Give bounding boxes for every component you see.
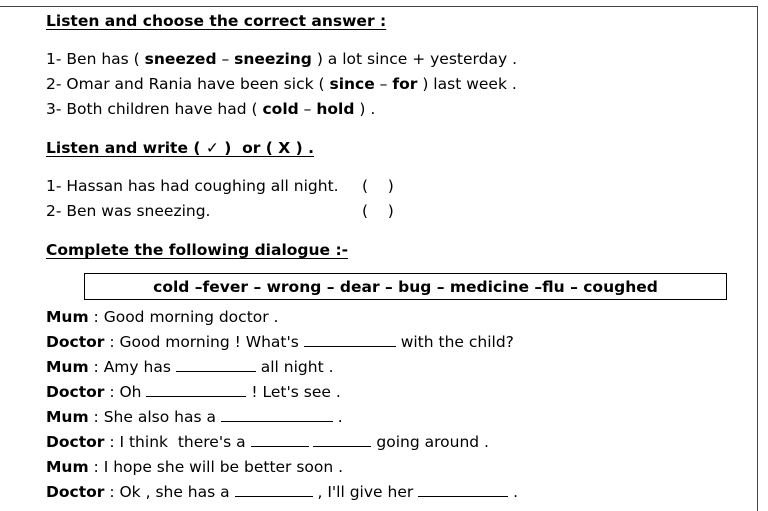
dialogue-line-4 [46,382,341,402]
question-text-end: ) a lot since + yesterday . [311,50,517,68]
option-1: cold [262,100,299,118]
dialogue-line-6 [46,432,489,452]
dialogue-text: : Good morning doctor . [88,308,279,326]
tick-question-2 [46,201,394,221]
option-separator: – [298,100,317,118]
dialogue-text: going around . [371,433,489,451]
dialogue-line-1 [46,307,278,327]
option-1: sneezed [144,50,217,68]
answer-blank[interactable] [304,332,396,347]
speaker: Mum [46,458,89,476]
option-2: sneezing [234,50,312,68]
dialogue-line-2 [46,332,514,352]
dialogue-text: . [508,483,519,501]
speaker: Mum [46,358,89,376]
speaker: Doctor [46,483,105,501]
option-2: hold [316,100,355,118]
dialogue-text: . [332,408,343,426]
answer-box[interactable]: ( ) [362,202,394,220]
dialogue-text: : Amy has [88,358,176,376]
dialogue-text: : Good morning ! What's [104,333,304,351]
dialogue-line-7 [46,457,343,477]
question-text: Both children have had ( [61,100,263,118]
speaker: Doctor [46,333,105,351]
question-number: 3- [46,100,62,118]
choice-question-1 [46,49,517,69]
question-number: 2- [46,75,62,93]
question-text: Ben has ( [61,50,145,68]
dialogue-text: : I think there's a [104,433,251,451]
dialogue-text: : Oh [104,383,147,401]
speaker: Mum [46,308,89,326]
speaker: Doctor [46,433,105,451]
dialogue-text: ! Let's see . [246,383,341,401]
page-border-top [0,6,758,7]
dialogue-text: , I'll give her [312,483,419,501]
answer-blank[interactable] [176,357,256,372]
tick-question-text: 1- Hassan has had coughing all night. [46,177,339,195]
tick-question-text: 2- Ben was sneezing. [46,202,211,220]
choice-question-3 [46,99,375,119]
choice-question-2 [46,74,517,94]
question-number: 1- [46,50,62,68]
dialogue-text: : Ok , she has a [104,483,235,501]
option-separator: – [216,50,235,68]
option-2: for [392,75,418,93]
dialogue-text: : I hope she will be better soon . [88,458,344,476]
tick-question-1 [46,176,394,196]
option-1: since [329,75,375,93]
dialogue-text: with the child? [395,333,514,351]
answer-blank[interactable] [146,382,246,397]
answer-blank[interactable] [221,407,333,422]
question-text: Omar and Rania have been sick ( [61,75,330,93]
dialogue-line-5 [46,407,343,427]
answer-box[interactable]: ( ) [362,177,394,195]
section3-heading: Complete the following dialogue :- [46,241,349,259]
word-bank: cold –fever – wrong – dear – bug – medicine –flu – coughed [84,273,727,300]
speaker: Doctor [46,383,105,401]
answer-blank[interactable] [251,432,309,447]
section2-heading: Listen and write ( ✓ ) or ( X ) . [46,139,314,157]
question-text-end: ) . [354,100,376,118]
answer-blank[interactable] [418,482,508,497]
speaker: Mum [46,408,89,426]
dialogue-text: : She also has a [88,408,221,426]
page-border-right [757,6,758,511]
dialogue-text: all night . [255,358,334,376]
dialogue-line-8 [46,482,518,502]
answer-blank[interactable] [235,482,313,497]
option-separator: – [374,75,393,93]
section1-heading: Listen and choose the correct answer : [46,12,387,30]
dialogue-line-3 [46,357,334,377]
answer-blank[interactable] [313,432,371,447]
question-text-end: ) last week . [417,75,517,93]
